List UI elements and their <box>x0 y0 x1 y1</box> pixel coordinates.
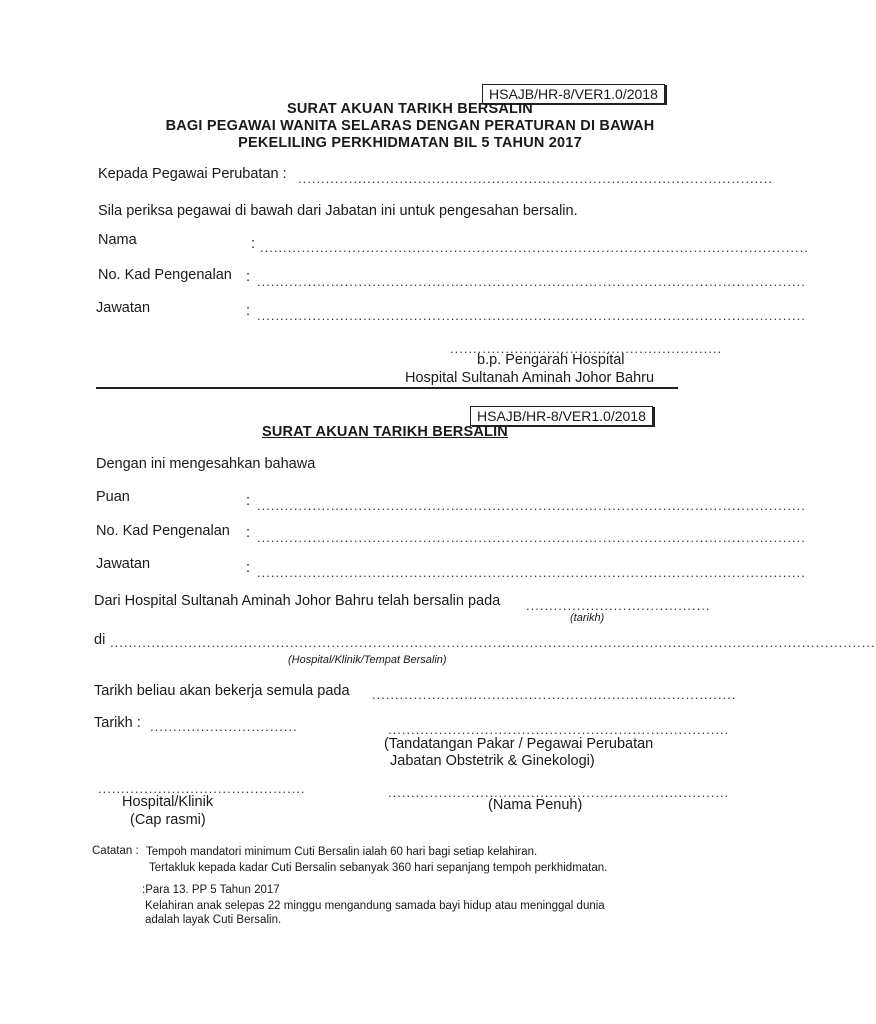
stamp-line[interactable]: ............................................. <box>98 781 306 796</box>
field-label-ic: No. Kad Pengenalan <box>98 267 232 283</box>
section-divider <box>96 387 678 389</box>
to-field[interactable]: ....................................................................................................... <box>298 171 774 186</box>
delivery-date-field[interactable]: ........................................ <box>526 598 711 613</box>
place-field[interactable]: ...................................................................................................................................................................... <box>110 635 876 650</box>
date-label: Tarikh : <box>94 715 141 731</box>
note-line-3: Kelahiran anak selepas 22 minggu mengandung samada bayi hidup atau meninggal dunia <box>145 900 605 912</box>
stamp-caption-1: Hospital/Klinik <box>122 794 214 810</box>
signatory-line-1: b.p. Pengarah Hospital <box>477 352 625 368</box>
form-code-top: HSAJB/HR-8/VER1.0/2018 <box>482 84 665 104</box>
notes-label: Catatan : <box>92 845 139 857</box>
place-hint: (Hospital/Klinik/Tempat Bersalin) <box>288 654 447 666</box>
puan-field[interactable]: ....................................................................................................................... <box>257 498 806 513</box>
name-field[interactable]: ....................................................................................................................... <box>260 240 809 255</box>
signatory-line-2: Hospital Sultanah Aminah Johor Bahru <box>405 370 655 386</box>
position-field-bottom[interactable]: ....................................................................................................................... <box>257 565 806 580</box>
full-name-line[interactable]: .......................................................................... <box>388 785 730 800</box>
full-name-caption: (Nama Penuh) <box>488 797 583 813</box>
field-label-puan: Puan <box>96 489 130 505</box>
to-label: Kepada Pegawai Perubatan : <box>98 166 287 182</box>
ic-field[interactable]: ....................................................................................................................... <box>257 274 806 289</box>
date-hint: (tarikh) <box>570 612 605 624</box>
page-subtitle-2: PEKELILING PERKHIDMATAN BIL 5 TAHUN 2017 <box>238 135 582 151</box>
intro-text: Dengan ini mengesahkan bahawa <box>96 456 316 472</box>
at-label: di <box>94 632 106 648</box>
field-label-name: Nama <box>98 232 137 248</box>
field-colon: : <box>246 560 251 576</box>
position-field[interactable]: ....................................................................................................................... <box>257 308 806 323</box>
field-colon: : <box>246 303 251 319</box>
signature-line-bottom[interactable]: .......................................................................... <box>388 722 730 737</box>
page-subtitle-1: BAGI PEGAWAI WANITA SELARAS DENGAN PERATURAN DI BAWAH <box>165 118 655 134</box>
form-code-bottom: HSAJB/HR-8/VER1.0/2018 <box>470 406 653 426</box>
date-field[interactable]: ................................ <box>150 719 298 734</box>
return-text: Tarikh beliau akan bekerja semula pada <box>94 683 350 699</box>
field-label-position: Jawatan <box>96 300 151 316</box>
section-title: SURAT AKUAN TARIKH BERSALIN <box>262 424 508 440</box>
note-line-1: Tempoh mandatori minimum Cuti Bersalin ialah 60 hari bagi setiap kelahiran. <box>146 846 538 858</box>
field-label-position-bottom: Jawatan <box>96 556 151 572</box>
note-line-4: adalah layak Cuti Bersalin. <box>145 914 282 926</box>
signature-caption-1: (Tandatangan Pakar / Pegawai Perubatan <box>384 736 654 752</box>
instruction-text: Sila periksa pegawai di bawah dari Jabatan ini untuk pengesahan bersalin. <box>98 203 578 219</box>
field-colon: : <box>246 493 251 509</box>
stamp-caption-2: (Cap rasmi) <box>130 812 206 828</box>
note-reference: :Para 13. PP 5 Tahun 2017 <box>142 884 280 896</box>
field-colon: : <box>246 269 251 285</box>
field-colon: : <box>251 236 256 252</box>
signature-line-top[interactable]: ........................................................... <box>450 341 723 356</box>
signature-caption-2: Jabatan Obstetrik & Ginekologi) <box>390 753 595 769</box>
delivery-text: Dari Hospital Sultanah Aminah Johor Bahru telah bersalin pada <box>94 593 501 609</box>
ic-field-bottom[interactable]: ....................................................................................................................... <box>257 530 806 545</box>
note-line-2: Tertakluk kepada kadar Cuti Bersalin sebanyak 360 hari sepanjang tempoh perkhidmatan. <box>149 862 608 874</box>
page-title: SURAT AKUAN TARIKH BERSALIN <box>287 101 533 117</box>
field-label-ic-bottom: No. Kad Pengenalan <box>96 523 230 539</box>
field-colon: : <box>246 525 251 541</box>
return-date-field[interactable]: ............................................................................... <box>372 687 737 702</box>
